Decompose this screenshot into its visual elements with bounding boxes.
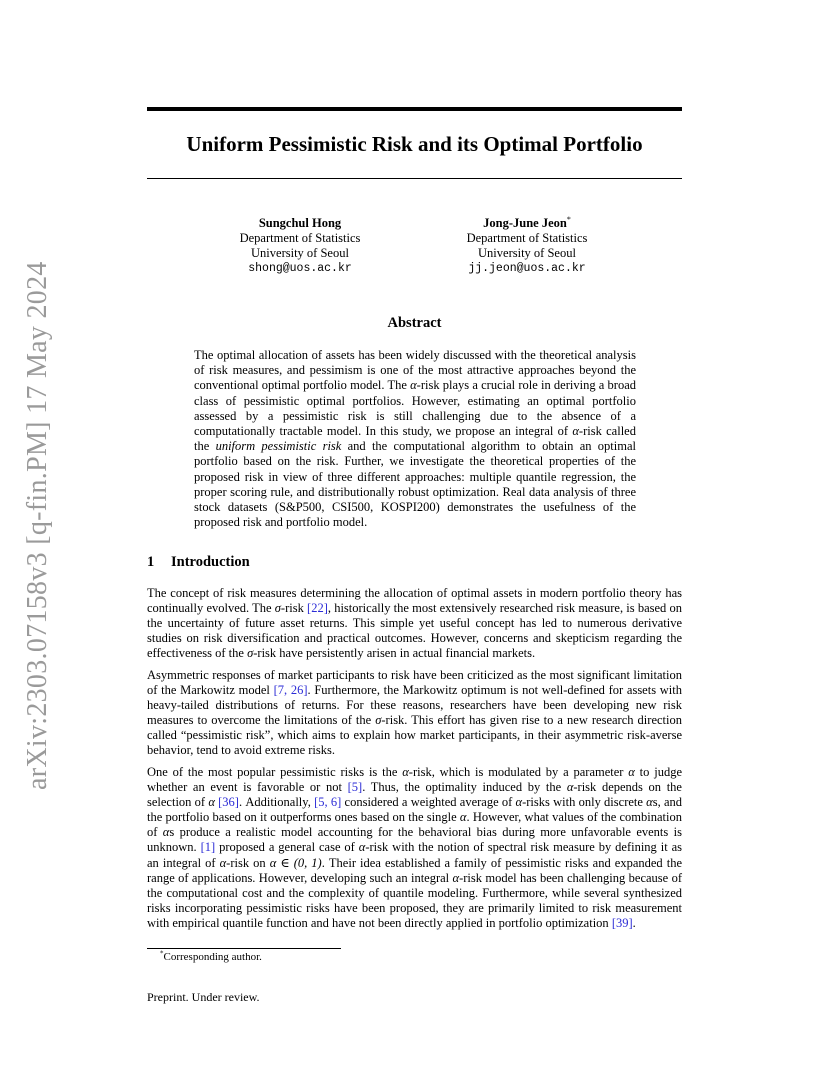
arxiv-identifier-stamp: arXiv:2303.07158v3 [q-fin.PM] 17 May 2024: [22, 261, 53, 790]
section-heading-introduction: 1 Introduction: [147, 554, 250, 570]
citation-link[interactable]: [39]: [611, 915, 633, 930]
preprint-note: Preprint. Under review.: [147, 990, 260, 1004]
citation-link[interactable]: [5]: [347, 780, 363, 795]
author-department: Department of Statistics: [239, 231, 361, 245]
corresponding-author-marker: *: [566, 214, 571, 224]
paper-title: Uniform Pessimistic Risk and its Optimal Portfolio: [186, 132, 643, 156]
footnote-rule: [147, 948, 341, 949]
author-department: Department of Statistics: [466, 231, 588, 245]
author-name: Jong-June Jeon*: [483, 214, 571, 230]
citation-link[interactable]: [22]: [307, 601, 328, 616]
author-university: University of Seoul: [251, 246, 349, 260]
citation-link[interactable]: [5, 6]: [314, 795, 342, 810]
author-email[interactable]: shong@uos.ac.kr: [248, 262, 352, 275]
author-block-1: [200, 216, 400, 276]
citation-link[interactable]: [36]: [218, 795, 239, 810]
abstract-body: The optimal allocation of assets has been widely discussed with the theoretical analysis of risk measures, and pessimism is one of the most attractive approaches beyond the conventional optimal portfolio model. The α-risk plays a crucial role in deriving a broad class of pessimistic optimal portfolios. However, estimating an optimal portfolio assessed by a pessimistic risk is still challenging due to the absence of a computationally tractable model. In this study, we propose an integral of α-risk called the uniform pessimistic risk and the computational algorithm to obtain an optimal portfolio based on the risk. Further, we investigate the theoretical properties of the proposed risk in view of three different approaches: multiple quantile regression, the proper scoring rule, and distributionally robust optimization. Real data analysis of three stock datasets (S&P500, CSI500, KOSPI200) demonstrates the usefulness of the proposed risk and portfolio model.: [194, 348, 636, 530]
intro-paragraph-2: Asymmetric responses of market participants to risk have been criticized as the most significant limitation of the Markowitz model [7, 26]. Furthermore, the Markowitz optimum is not well-defined for assets with heavy-tailed distributions of returns. For these reasons, researchers have been developing new risk measures to overcome the limitations of the σ-risk. This effort has given rise to a new research direction called “pessimistic risk”, which aims to explain how market participants, in their asymmetric risk-averse behavior, tend to avoid extreme risks.: [147, 668, 682, 758]
abstract-heading: Abstract: [387, 315, 442, 331]
author-university: University of Seoul: [478, 246, 576, 260]
author-block-2: [427, 216, 627, 276]
author-email[interactable]: jj.jeon@uos.ac.kr: [468, 262, 586, 275]
citation-link[interactable]: [7, 26]: [273, 683, 308, 698]
author-name: Sungchul Hong: [258, 216, 342, 230]
intro-paragraph-1: The concept of risk measures determining the allocation of optimal assets in modern portfolio theory has continually evolved. The σ-risk [22], historically the most extensively researched risk measure, is based on the uncertainty of future asset returns. This simple yet useful concept has led to numerous derivative studies on risk diversification and practical outcomes. However, concerns and skepticism regarding the effectiveness of the σ-risk have persistently arisen in actual financial markets.: [147, 586, 683, 661]
citation-link[interactable]: [1]: [200, 840, 216, 855]
intro-paragraph-3: One of the most popular pessimistic risks is the α-risk, which is modulated by a parameter α to judge whether an event is favorable or not [5]. Thus, the optimality induced by the α-risk depends on the selection of α [36]. Additionally, [5, 6] considered a weighted average of α-risks with only discrete αs, and the portfolio based on it outperforms ones based on the single α. However, what values of the combination of αs produce a realistic model accounting for the behavioral bias during more unfavorable events is unknown. [1] proposed a general case of α-risk with the notion of spectral risk measure by defining it as an integral of α-risk on α ∈ (0, 1). Their idea established a family of pessimistic risks and expanded the range of applications. However, developing such an integral α-risk model has been challenging because of the computational cost and the complexity of quantile modeling. Furthermore, while several synthesized risks incorporating pessimistic risks have been proposed, they are primarily limited to risk measurement with empirical quantile function and have not been directly applied in portfolio optimization [39].: [147, 765, 683, 930]
title-bottom-rule: [147, 178, 682, 179]
title-top-rule: [147, 107, 682, 111]
footnote: *Corresponding author.: [160, 949, 262, 963]
